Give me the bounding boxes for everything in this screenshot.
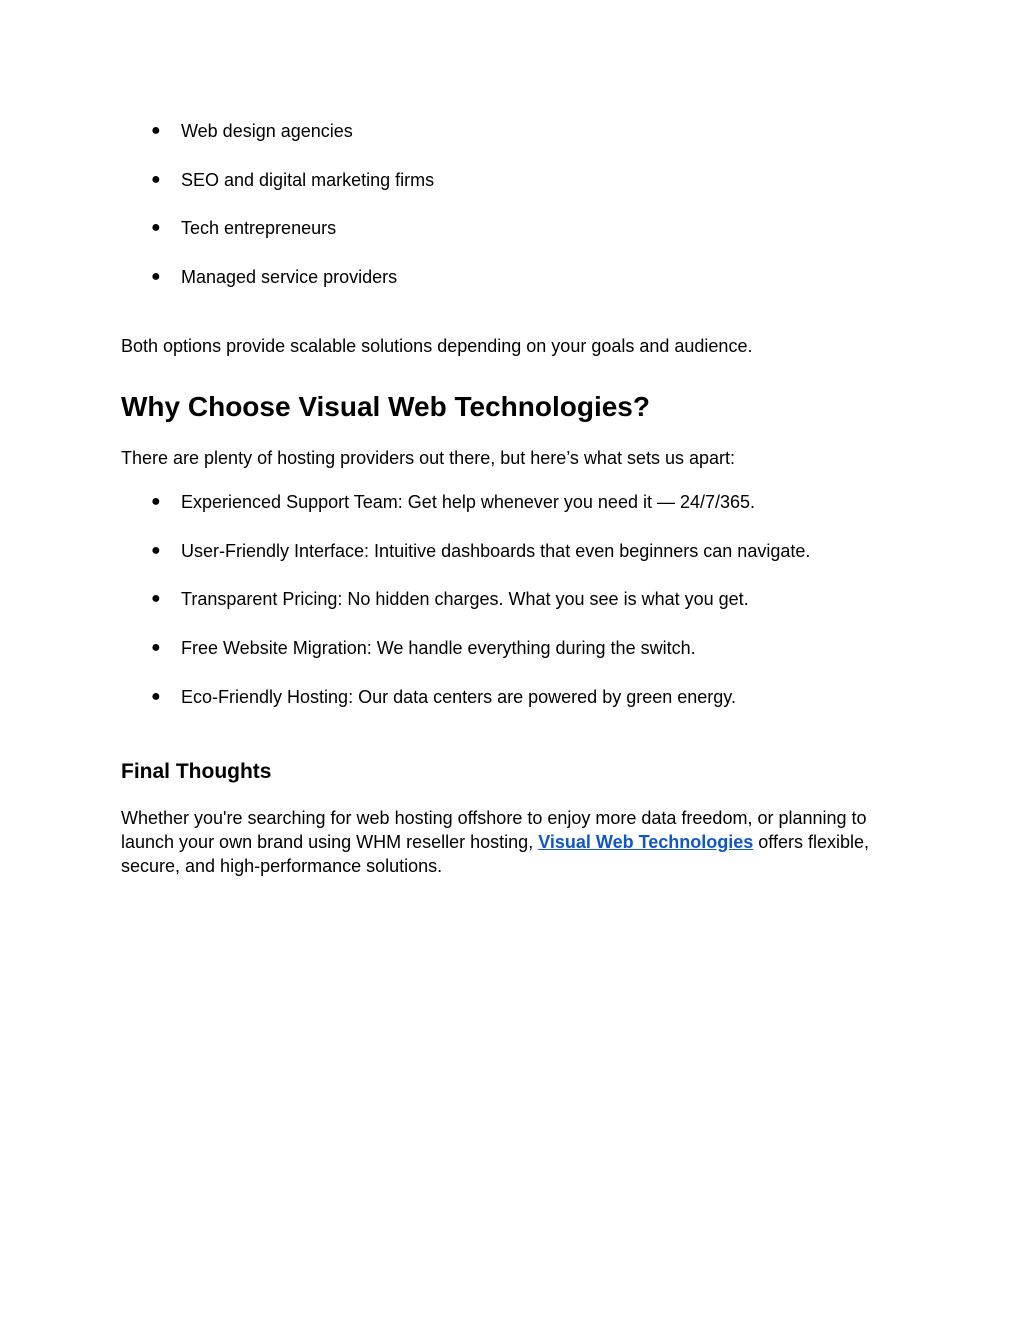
visual-web-technologies-link[interactable]: Visual Web Technologies — [538, 832, 754, 852]
list-item-text: Managed service providers — [181, 267, 398, 287]
bullet-icon: ● — [151, 688, 161, 705]
final-line-2-start: launch your own brand using WHM reseller hosting, — [121, 832, 539, 852]
section-heading: Why Choose Visual Web Technologies? — [121, 391, 650, 422]
list-item-text: Free Website Migration: We handle everything during the switch. — [181, 638, 696, 658]
bullet-icon: ● — [151, 122, 161, 139]
list-item-text: Experienced Support Team: Get help whenever you need it — 24/7/365. — [181, 492, 756, 512]
intro-paragraph: There are plenty of hosting providers out there, but here’s what sets us apart: — [121, 448, 736, 468]
list-item-text: Transparent Pricing: No hidden charges. What you see is what you get. — [181, 589, 749, 609]
list-item-text: Eco-Friendly Hosting: Our data centers are powered by green energy. — [181, 687, 736, 707]
list-item-text: SEO and digital marketing firms — [181, 170, 435, 190]
bullet-icon: ● — [151, 268, 161, 285]
bullet-icon: ● — [151, 542, 161, 559]
list-item-text: Web design agencies — [181, 121, 353, 141]
list-item-text: User-Friendly Interface: Intuitive dashboards that even beginners can navigate. — [181, 541, 811, 561]
bullet-icon: ● — [151, 219, 161, 236]
summary-paragraph: Both options provide scalable solutions depending on your goals and audience. — [121, 336, 753, 356]
list-item-text: Tech entrepreneurs — [181, 218, 337, 238]
final-line-2-end: offers flexible, — [753, 832, 869, 852]
final-line-3: secure, and high-performance solutions. — [121, 856, 443, 876]
bullet-icon: ● — [151, 590, 161, 607]
final-line-2 — [121, 830, 901, 854]
final-paragraph — [121, 806, 901, 878]
bullet-icon: ● — [151, 639, 161, 656]
bullet-icon: ● — [151, 171, 161, 188]
bullet-icon: ● — [151, 493, 161, 510]
final-line-1: Whether you're searching for web hosting offshore to enjoy more data freedom, or planning to — [121, 808, 867, 828]
final-thoughts-heading: Final Thoughts — [121, 760, 272, 783]
